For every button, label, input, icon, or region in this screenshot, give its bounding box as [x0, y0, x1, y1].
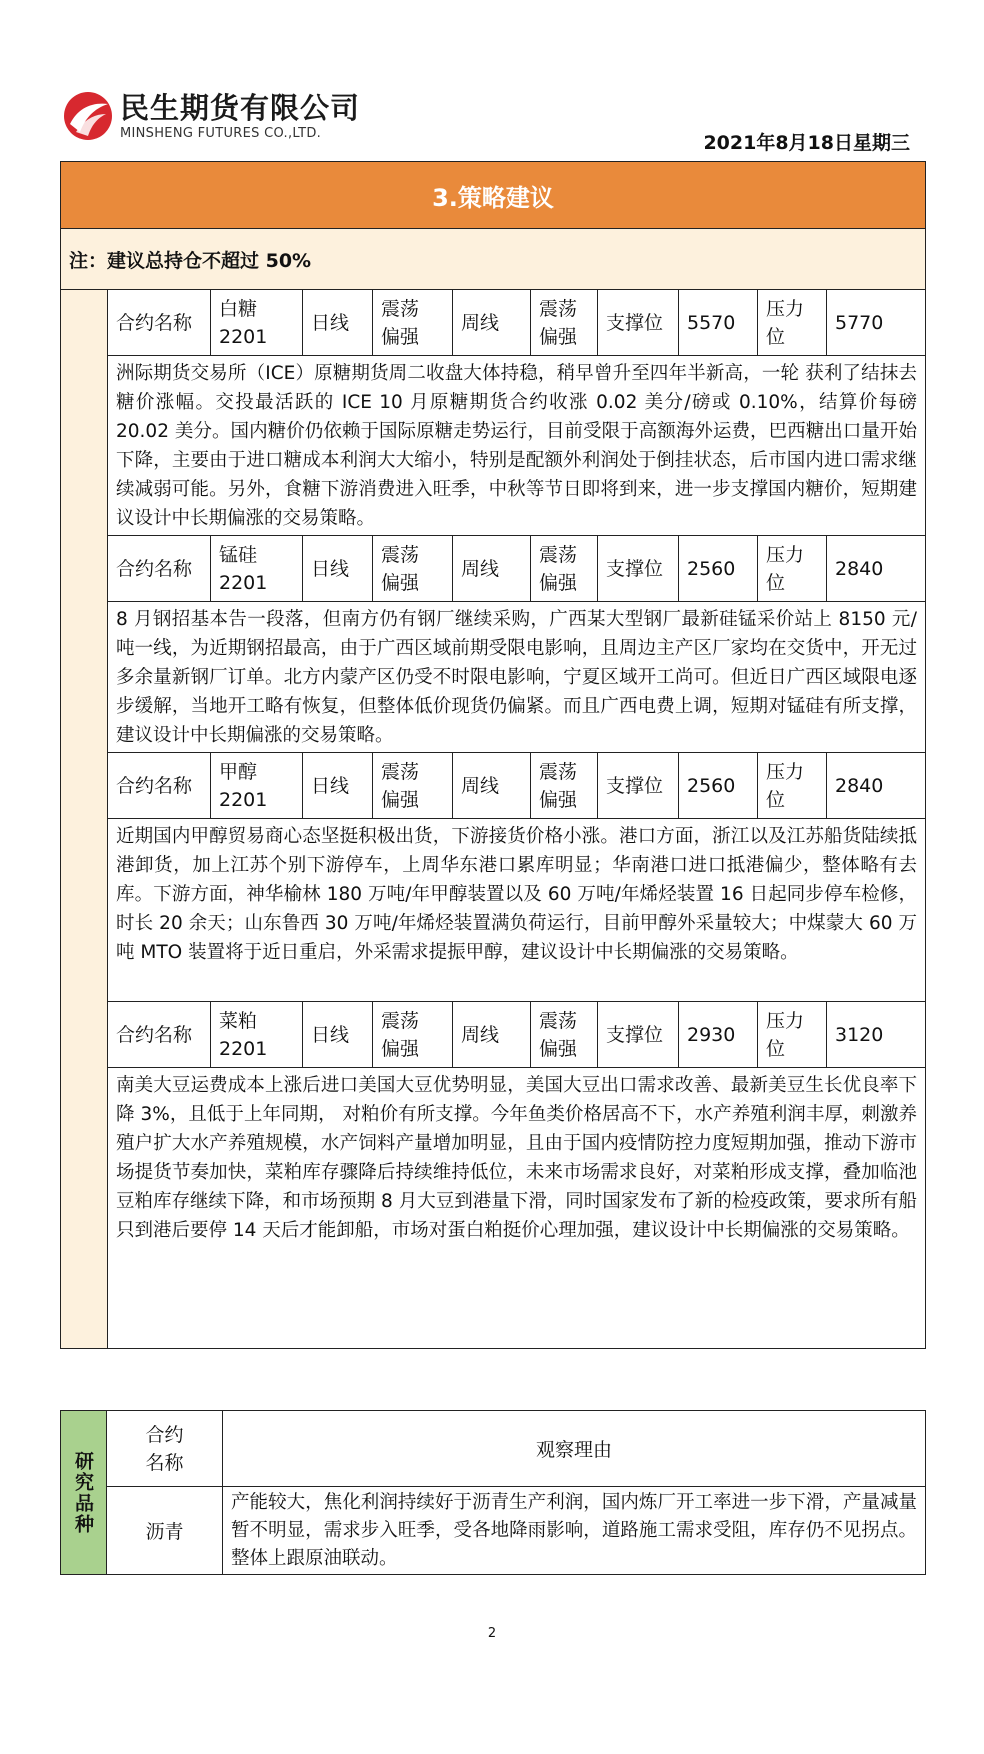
observation-reason-header: 观察理由 [223, 1411, 925, 1487]
section-title: 3.策略建议 [61, 162, 925, 229]
support-label: 支撑位 [598, 753, 679, 818]
page-number: 2 [487, 1626, 497, 1641]
resistance-label: 压力 位 [758, 536, 827, 601]
daily-label: 日线 [303, 1002, 373, 1067]
weekly-trend: 震荡 偏强 [531, 753, 598, 818]
daily-label: 日线 [303, 536, 373, 601]
contract-header-row [108, 290, 925, 356]
observed-contract-reason: 产能较大，焦化利润持续好于沥青生产利润，国内炼厂开工率进一步下滑，产量减量暂不明显，需求步入旺季，受各地降雨影响，道路施工需求受阻，库存仍不见拐点。整体上跟原油联动。 [231, 1492, 917, 1569]
support-value: 2930 [679, 1002, 758, 1067]
resistance-value: 5770 [835, 311, 884, 334]
research-variety-text: 研究品种 [72, 1450, 94, 1535]
contract-header-row [108, 753, 925, 819]
resistance-label: 压力 位 [758, 753, 827, 818]
contract-name: 甲醇 2201 [211, 753, 303, 818]
support-value: 5570 [679, 290, 758, 355]
support-label: 支撑位 [598, 1002, 679, 1067]
weekly-trend: 震荡 偏强 [531, 536, 598, 601]
contract-analysis: 南美大豆运费成本上涨后进口美国大豆优势明显，美国大豆出口需求改善、最新美豆生长优良率下降 3%，且低于上年同期， 对粕价有所支撑。今年鱼类价格居高不下，水产养殖利润丰厚，刺激养殖户扩大水产养殖规模，水产饲料产量增加明显，且由于国内疫情防控力度短期加强，推动下游市场提货节奏加快，菜粕库存骤降后持续维持低位，未来市场需求良好，对菜粕形成支撑，叠加临池豆粕库存继续下降，和市场预期 8 月大豆到港量下滑，同时国家发布了新的检疫政策，要求所有船只到港后要停 14 天后才能卸船，市场对蛋白粕挺价心理加强，建议设计中长期偏涨的交易策略。 [116, 1075, 917, 1241]
weekly-label: 周线 [453, 536, 531, 601]
contract-name: 锰硅 2201 [211, 536, 303, 601]
support-label: 支撑位 [598, 290, 679, 355]
contract-header-row [108, 1002, 925, 1068]
weekly-trend: 震荡 偏强 [531, 1002, 598, 1067]
daily-trend: 震荡 偏强 [373, 536, 453, 601]
resistance-value: 3120 [835, 1023, 884, 1046]
contract-analysis: 8 月钢招基本告一段落，但南方仍有钢厂继续采购，广西某大型钢厂最新硅锰采价站上 8150 元/吨一线，为近期钢招最高，由于广西区域前期受限电影响，且周边主产区厂家均在交货中，开无过多余量新钢厂订单。北方内蒙产区仍受不时限电影响，宁夏区域开工尚可。但近日广西区域限电逐步缓解，当地开工略有恢复，但整体低价现货仍偏紧。而且广西电费上调，短期对锰硅有所支撑，建议设计中长期偏涨的交易策略。 [108, 602, 925, 753]
contracts-list [108, 290, 925, 1312]
resistance-value: 2840 [835, 774, 884, 797]
observed-contract-name: 沥青 [107, 1487, 223, 1574]
contract-label: 合约名称 [108, 753, 211, 818]
support-value: 2560 [679, 536, 758, 601]
contract-analysis: 洲际期货交易所（ICE）原糖期货周二收盘大体持稳，稍早曾升至四年半新高，一轮 获利了结抹去糖价涨幅。交投最活跃的 ICE 10 月原糖期货合约收涨 0.02 美分/磅或 0.10%，结算价每磅 20.02 美分。国内糖价仍依赖于国际原糖走势运行，目前受限于高额海外运费，巴西糖出口量开始下降，主要由于进口糖成本利润大大缩小，特别是配额外利润处于倒挂状态，后市国内进口需求继续减弱可能。另外，食糖下游消费进入旺季，中秋等节日即将到来，进一步支撑国内糖价，短期建议设计中长期偏涨的交易策略。 [108, 356, 925, 536]
weekly-trend: 震荡 偏强 [531, 290, 598, 355]
company-logo [62, 86, 361, 150]
observation-table [60, 1410, 926, 1575]
daily-label: 日线 [303, 753, 373, 818]
support-label: 支撑位 [598, 536, 679, 601]
contract-header-row [108, 536, 925, 602]
weekly-label: 周线 [453, 1002, 531, 1067]
contract-analysis: 近期国内甲醇贸易商心态坚挺积极出货，下游接货价格小涨。港口方面，浙江以及江苏船货陆续抵港卸货，加上江苏个别下游停车，上周华东港口累库明显；华南港口进口抵港偏少，整体略有去库。下游方面，神华榆林 180 万吨/年甲醇装置以及 60 万吨/年烯烃装置 16 日起同步停车检修，时长 20 余天；山东鲁西 30 万吨/年烯烃装置满负荷运行，目前甲醇外采量较大；中煤蒙大 60 万吨 MTO 装置将于近日重启，外采需求提振甲醇，建议设计中长期偏涨的交易策略。 [108, 819, 925, 1002]
company-name-en: MINSHENG FUTURES CO.,LTD. [120, 126, 322, 141]
daily-trend: 震荡 偏强 [373, 753, 453, 818]
weekly-label: 周线 [453, 290, 531, 355]
strategy-table [60, 161, 926, 1349]
contract-name: 白糖 2201 [211, 290, 303, 355]
company-name-cn: 民生期货有限公司 [120, 91, 361, 125]
side-column [61, 290, 108, 1348]
contract-name-header: 合约 名称 [107, 1411, 223, 1487]
daily-trend: 震荡 偏强 [373, 1002, 453, 1067]
weekly-label: 周线 [453, 753, 531, 818]
daily-label: 日线 [303, 290, 373, 355]
report-date: 2021年8月18日星期三 [703, 132, 910, 154]
contract-name: 菜粕 2201 [211, 1002, 303, 1067]
support-value: 2560 [679, 753, 758, 818]
minsheng-logo-icon [62, 90, 114, 142]
position-note: 注：建议总持仓不超过 50% [61, 229, 925, 290]
contract-label: 合约名称 [108, 1002, 211, 1067]
contract-label: 合约名称 [108, 290, 211, 355]
resistance-value: 2840 [835, 557, 884, 580]
resistance-label: 压力 位 [758, 1002, 827, 1067]
resistance-label: 压力 位 [758, 290, 827, 355]
daily-trend: 震荡 偏强 [373, 290, 453, 355]
research-variety-label [61, 1411, 107, 1574]
contract-label: 合约名称 [108, 536, 211, 601]
